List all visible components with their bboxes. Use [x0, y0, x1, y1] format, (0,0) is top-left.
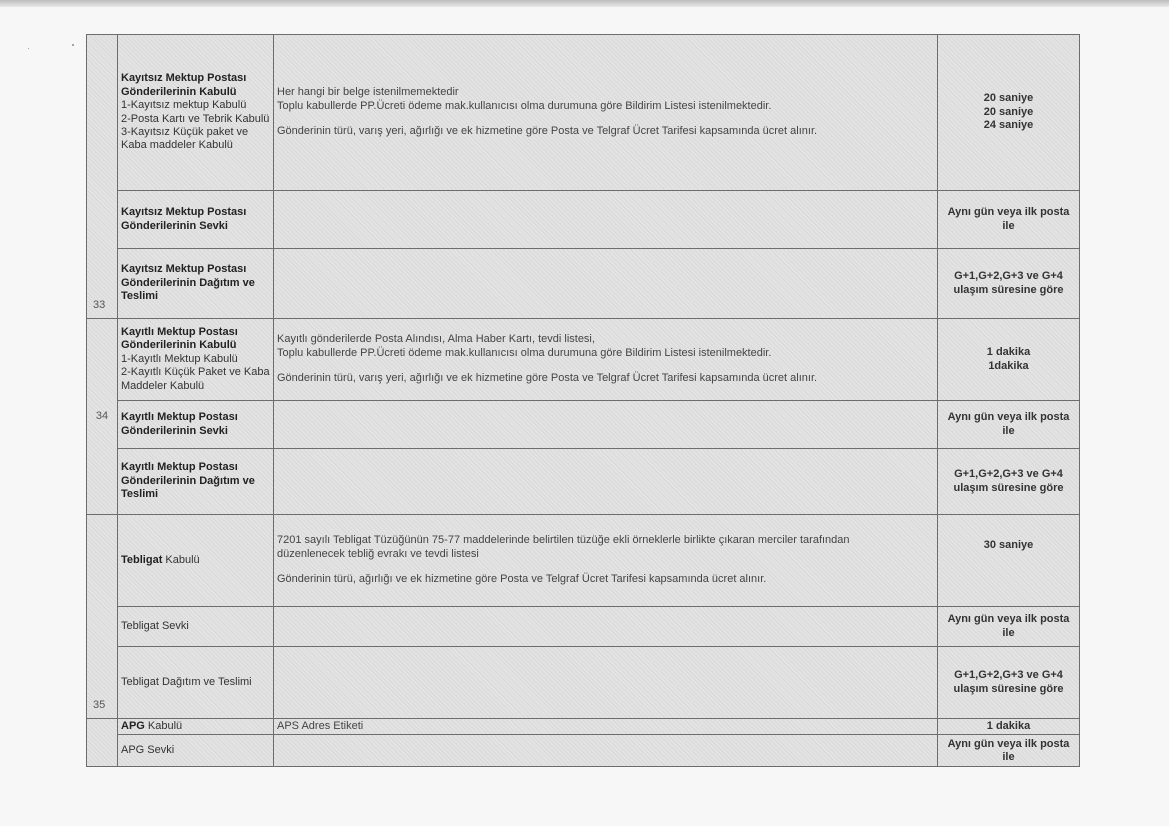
table-row: [87, 319, 1080, 401]
time-value: 1 dakika: [986, 346, 1031, 359]
service-title: Kayıtsız Mektup Postası Gönderilerinin Dağıtım ve Teslimi: [121, 263, 255, 303]
required-documents: [274, 607, 938, 647]
required-documents: [274, 401, 938, 449]
completion-time: G+1,G+2,G+3 ve G+4 ulaşım süresine göre: [938, 249, 1080, 319]
service-standards-table: [86, 34, 1080, 767]
completion-time: 30 saniye: [938, 515, 1080, 607]
table-row: [87, 735, 1080, 767]
row-number: 35: [87, 515, 118, 719]
time-value: 20 saniye: [983, 92, 1034, 105]
table-row: [87, 515, 1080, 607]
service-title: Kayıtsız Mektup Postası Gönderilerinin Sevki: [121, 206, 247, 232]
completion-time: G+1,G+2,G+3 ve G+4 ulaşım süresine göre: [938, 647, 1080, 719]
service-item: 1-Kayıtsız mektup Kabulü: [121, 99, 247, 112]
table-row: [87, 647, 1080, 719]
completion-time: Aynı gün veya ilk posta ile: [938, 191, 1080, 249]
completion-time: 1 dakika: [938, 719, 1080, 735]
service-name: [118, 401, 274, 449]
required-documents: [274, 249, 938, 319]
row-number: [87, 719, 118, 767]
required-documents: [274, 319, 938, 401]
required-documents: [274, 35, 938, 191]
row-number: 33: [87, 35, 118, 319]
document-line: Her hangi bir belge istenilmemektedir: [277, 86, 459, 99]
scan-top-edge: [0, 0, 1169, 7]
required-documents: [274, 515, 938, 607]
document-line: Toplu kabullerde PP.Ücreti ödeme mak.kullanıcısı olma durumuna göre Bildirim Listesi istenilmektedir.: [277, 346, 772, 359]
completion-time: Aynı gün veya ilk posta ile: [938, 735, 1080, 767]
required-documents: APS Adres Etiketi: [274, 719, 938, 735]
service-name: [118, 449, 274, 515]
document-line: Toplu kabullerde PP.Ücreti ödeme mak.kullanıcısı olma durumuna göre Bildirim Listesi istenilmektedir.: [277, 99, 772, 112]
document-line: Gönderinin türü, varış yeri, ağırlığı ve ek hizmetine göre Posta ve Telgraf Ücret Tarifesi kapsamında ücret alınır.: [277, 372, 818, 385]
required-documents: [274, 647, 938, 719]
service-title: Tebligat: [121, 553, 163, 566]
scan-speck: [72, 44, 74, 46]
service-title: Kayıtsız Mektup Postası Gönderilerinin Kabulü: [121, 72, 247, 98]
scan-speck: [28, 48, 29, 49]
document-line: Gönderinin türü, varış yeri, ağırlığı ve ek hizmetine göre Posta ve Telgraf Ücret Tarifesi kapsamında ücret alınır.: [277, 125, 818, 138]
completion-time: G+1,G+2,G+3 ve G+4 ulaşım süresine göre: [938, 449, 1080, 515]
service-name: Tebligat Sevki: [118, 607, 274, 647]
completion-time: Aynı gün veya ilk posta ile: [938, 607, 1080, 647]
table-row: [87, 401, 1080, 449]
required-documents: [274, 191, 938, 249]
table-row: [87, 449, 1080, 515]
service-item: 3-Kayıtsız Küçük paket ve Kaba maddeler Kabulü: [121, 125, 249, 152]
required-documents: [274, 449, 938, 515]
time-value: 24 saniye: [983, 119, 1034, 132]
document-line: 7201 sayılı Tebligat Tüzüğünün 75-77 maddelerinde belirtilen tüzüğe ekli örneklerle birlikte çıkaran merciler tarafından düzenlenecek tebliğ evrakı ve tevdi listesi: [277, 534, 850, 560]
service-name: [118, 719, 274, 735]
table-row: [87, 191, 1080, 249]
service-item: 2-Kayıtlı Küçük Paket ve Kaba Maddeler Kabulü: [121, 366, 270, 392]
service-name: [118, 319, 274, 401]
service-name: [118, 515, 274, 607]
table-row: [87, 607, 1080, 647]
required-documents: [274, 735, 938, 767]
service-name: [118, 35, 274, 191]
service-title-suffix: Kabulü: [162, 553, 200, 566]
service-name: Tebligat Dağıtım ve Teslimi: [118, 647, 274, 719]
service-name: APG Sevki: [118, 735, 274, 767]
table-row: [87, 35, 1080, 191]
time-value: 20 saniye: [983, 105, 1034, 118]
service-title: APG: [121, 720, 145, 732]
service-title: Kayıtlı Mektup Postası Gönderilerinin Sevki: [121, 411, 238, 437]
service-title: Kayıtlı Mektup Postası Gönderilerinin Kabulü: [121, 325, 238, 352]
service-item: 1-Kayıtlı Mektup Kabulü: [121, 352, 238, 365]
completion-time: [938, 35, 1080, 191]
service-name: [118, 191, 274, 249]
service-item: 2-Posta Kartı ve Tebrik Kabulü: [121, 112, 270, 125]
service-title-suffix: Kabulü: [144, 720, 183, 732]
service-name: [118, 249, 274, 319]
row-number: 34: [87, 319, 118, 515]
service-title: Kayıtlı Mektup Postası Gönderilerinin Dağıtım ve Teslimi: [121, 461, 255, 501]
table-row: [87, 719, 1080, 735]
table-row: [87, 249, 1080, 319]
completion-time: [938, 319, 1080, 401]
completion-time: Aynı gün veya ilk posta ile: [938, 401, 1080, 449]
document-line: Gönderinin türü, ağırlığı ve ek hizmetine göre Posta ve Telgraf Ücret Tarifesi kapsamında ücret alınır.: [277, 573, 767, 586]
time-value: 1dakika: [988, 359, 1029, 372]
document-line: Kayıtlı gönderilerde Posta Alındısı, Alma Haber Kartı, tevdi listesi,: [277, 333, 595, 346]
